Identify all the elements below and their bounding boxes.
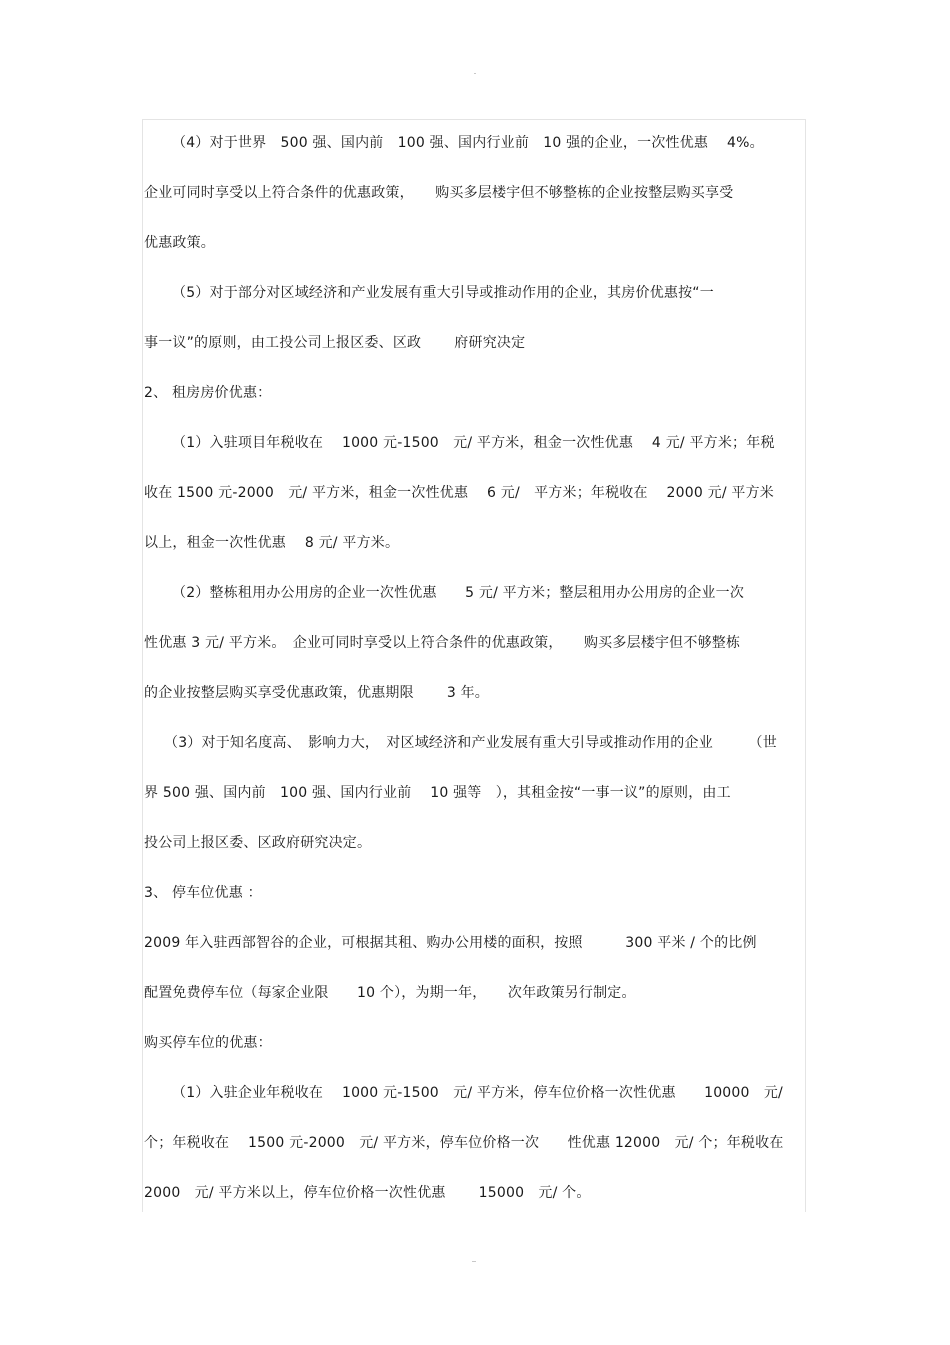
- text-line: （4）对于世界 500 强、国内前 100 强、国内行业前 10 强的企业，一次性优惠 4%。: [172, 135, 764, 151]
- text-line: 配置免费停车位（每家企业限 10 个），为期一年， 次年政策另行制定。: [144, 985, 636, 1001]
- text-line: 优惠政策。: [144, 235, 215, 251]
- section-heading: 2、 租房房价优惠：: [144, 385, 272, 401]
- text-line: （5）对于部分对区域经济和产业发展有重大引导或推动作用的企业，其房价优惠按“一: [172, 285, 714, 301]
- text-line: （1）入驻项目年税收在 1000 元-1500 元/ 平方米，租金一次性优惠 4 元/ 平方米；年税: [172, 435, 775, 451]
- text-line: 收在 1500 元-2000 元/ 平方米，租金一次性优惠 6 元/ 平方米；年税收在 2000 元/ 平方米: [144, 485, 774, 501]
- text-line: （2）整栋租用办公用房的企业一次性优惠 5 元/ 平方米；整层租用办公用房的企业一次: [172, 585, 745, 601]
- text-line: 企业可同时享受以上符合条件的优惠政策， 购买多层楼宇但不够整栋的企业按整层购买享受: [144, 185, 734, 201]
- text-line: 的企业按整层购买享受优惠政策，优惠期限 3 年。: [144, 685, 490, 701]
- section-heading: 3、 停车位优惠 ：: [144, 885, 262, 901]
- page-top-mark: [474, 73, 476, 74]
- text-line: 性优惠 3 元/ 平方米。 企业可同时享受以上符合条件的优惠政策， 购买多层楼宇但不够整栋: [144, 635, 741, 651]
- text-line: 以上，租金一次性优惠 8 元/ 平方米。: [144, 535, 400, 551]
- subsection-heading: 购买停车位的优惠：: [144, 1035, 272, 1051]
- page-bottom-mark: [472, 1261, 476, 1262]
- text-line: 事一议”的原则，由工投公司上报区委、区政 府研究决定: [144, 335, 526, 351]
- text-line: 2009 年入驻西部智谷的企业，可根据其租、购办公用楼的面积，按照 300 平米 / 个的比例: [144, 935, 757, 951]
- text-line: 投公司上报区委、区政府研究决定。: [144, 835, 372, 851]
- text-line: （3）对于知名度高、 影响力大， 对区域经济和产业发展有重大引导或推动作用的企业 （世: [164, 735, 777, 751]
- text-line: 2000 元/ 平方米以上，停车位价格一次性优惠 15000 元/ 个。: [144, 1185, 591, 1201]
- text-line: （1）入驻企业年税收在 1000 元-1500 元/ 平方米，停车位价格一次性优惠 10000 元/: [172, 1085, 783, 1101]
- text-line: 个；年税收在 1500 元-2000 元/ 平方米，停车位价格一次 性优惠 12000 元/ 个；年税收在: [144, 1135, 784, 1151]
- text-line: 界 500 强、国内前 100 强、国内行业前 10 强等 ），其租金按“一事一议”的原则，由工: [144, 785, 731, 801]
